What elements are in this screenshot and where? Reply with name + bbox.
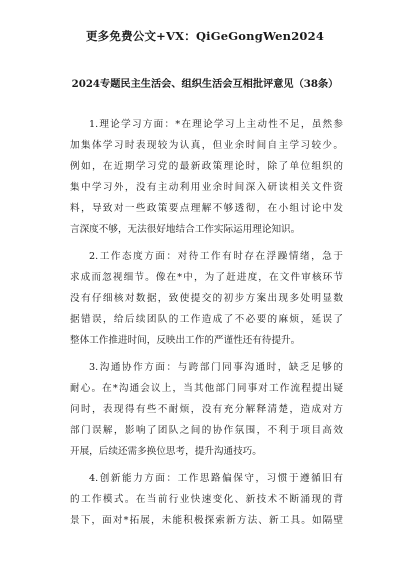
paragraph-theory-study [70, 114, 343, 240]
paragraph-work-attitude [70, 246, 343, 351]
text-line: 3.沟通协作方面：与跨部门同事沟通时，缺乏足够的 [89, 362, 343, 373]
text-line: 问时，表现得有些不耐烦，没有充分解释清楚，造成对方 [70, 404, 343, 415]
text-line: 景下，面对*拓展，未能积极探索新方法、新工具。如隔壁 [70, 515, 343, 526]
text-line: 整体工作推进时间，反映出工作的严谨性还有待提升。 [70, 335, 301, 346]
text-line: 集中学习外，没有主动利用业余时间深入研读相关文件资 [70, 182, 343, 193]
text-line: 部门误解，影响了团队之间的协作氛围，不利于项目高效 [70, 425, 343, 436]
text-line: 耐心。在*沟通会议上，当其他部门同事对工作流程提出疑 [70, 383, 343, 394]
text-line: 的工作模式。在当前行业快速变化、新技术不断涌现的背 [70, 494, 343, 505]
document-body [70, 114, 343, 537]
text-line: 加集体学习时表现较为认真，但业余时间自主学习较少。 [70, 140, 343, 151]
text-line: 开展，后续还需多换位思考，提升沟通技巧。 [70, 446, 262, 457]
paragraph-innovation [70, 468, 343, 531]
text-line: 料，导致对一些政策要点理解不够透彻，在小组讨论中发 [70, 203, 343, 214]
text-line: 例如，在近期学习党的最新政策理论时，除了单位组织的 [70, 161, 343, 172]
document-header: 更多免费公文+VX：QiGeGongWen2024 [85, 29, 325, 43]
text-line: 1.理论学习方面：*在理论学习上主动性不足，虽然参 [89, 119, 343, 130]
text-line: 2.工作态度方面：对待工作有时存在浮躁情绪，急于 [89, 251, 343, 262]
text-line: 据错误，给后续团队的工作造成了不必要的麻烦，延误了 [70, 314, 343, 325]
paragraph-communication [70, 357, 343, 462]
text-line: 求成而忽视细节。像在*中，为了赶进度，在文件审核环节 [70, 272, 343, 283]
text-line: 没有仔细核对数据，致使提交的初步方案出现多处明显数 [70, 293, 343, 304]
document-title: 2024专题民主生活会、组织生活会互相批评意见（38条） [71, 78, 339, 90]
text-line: 4.创新能力方面：工作思路偏保守，习惯于遵循旧有 [89, 473, 343, 484]
text-line: 言深度不够，无法很好地结合工作实际运用理论知识。 [70, 224, 301, 235]
